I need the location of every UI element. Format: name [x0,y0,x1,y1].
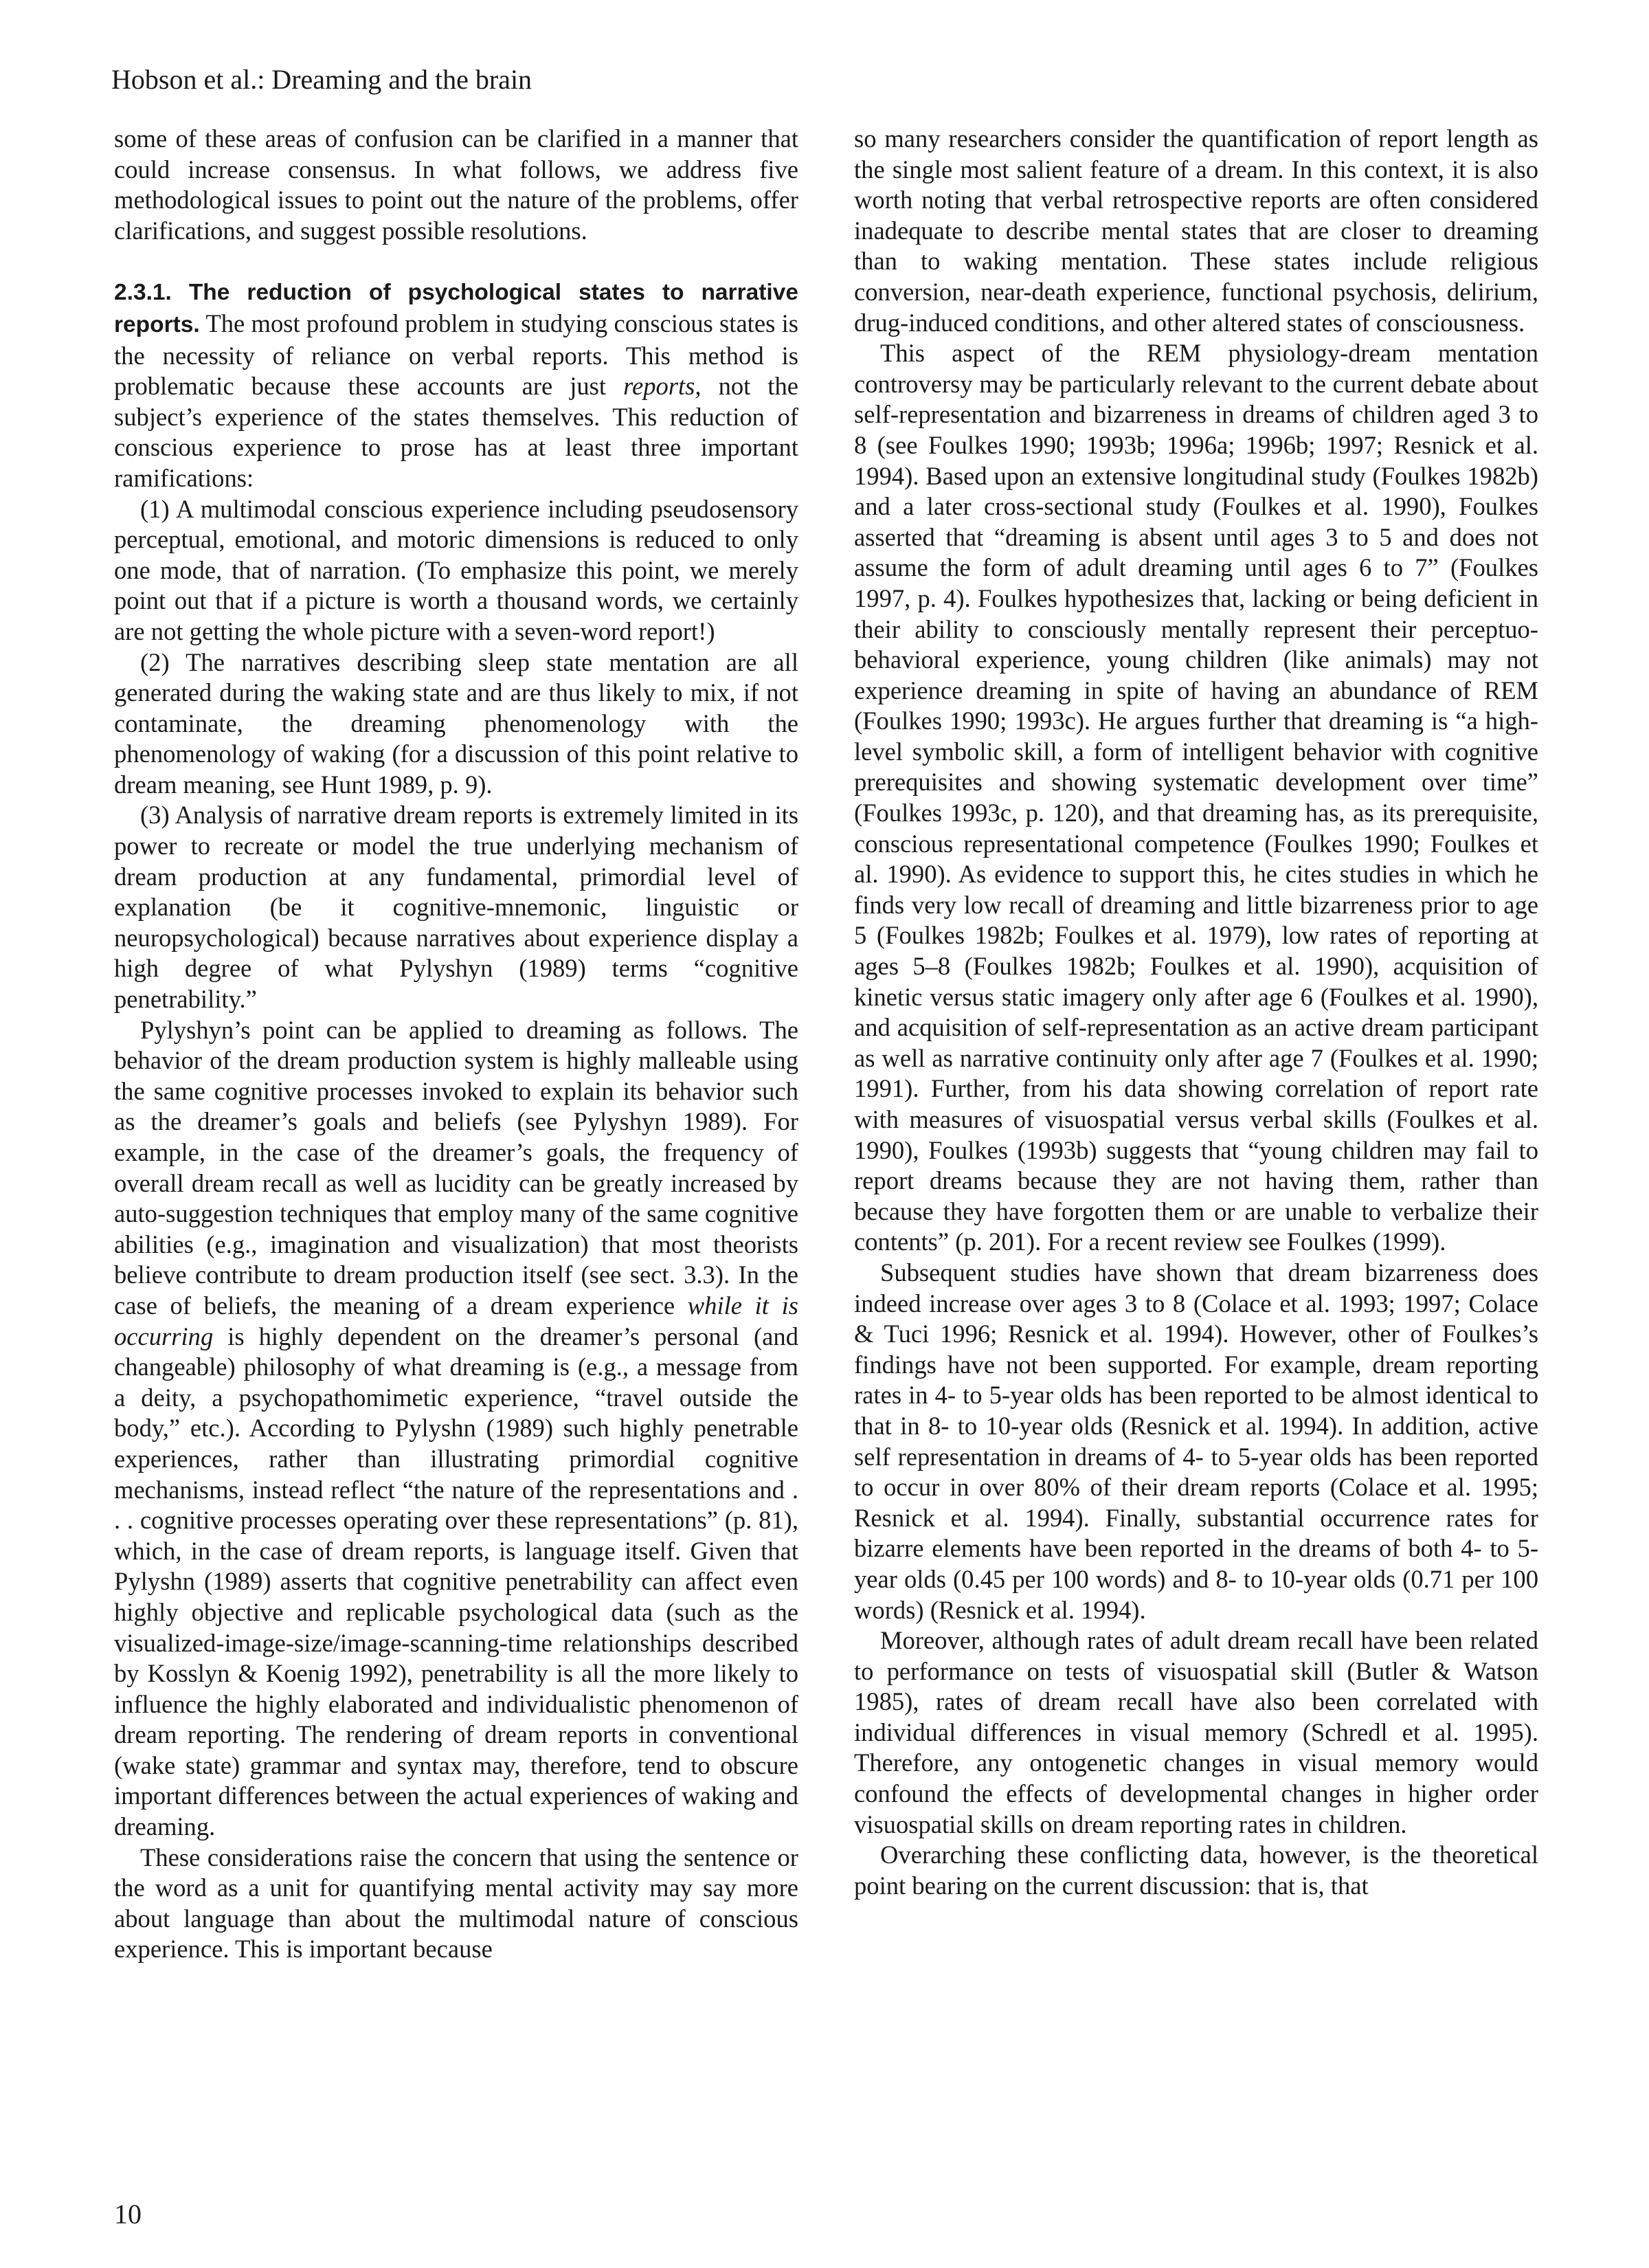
emphasis-text: while it is occurring [114,1291,798,1350]
paragraph-text: not the subject’s experience of the states themselves. This reduction of conscious experience to prose has at least three important ramifications: [114,372,798,492]
paragraph: Moreover, although rates of adult dream recall have been related to performance on tests of visuospatial skill (Butler & Watson 1985), rates of dream recall have also been correlated with individual differences in visual memory (Schredl et al. 1995). Therefore, any ontogenetic changes in visual memory would confound the effects of developmental changes in higher order visuospatial skills on dream reporting rates in children. [854,1626,1538,1838]
paragraph: some of these areas of confusion can be clarified in a manner that could increase consensus. In what follows, we address five methodological issues to point out the nature of the problems, offer clarifications, and suggest possible resolutions. [114,124,798,245]
running-head: Hobson et al.: Dreaming and the brain [111,64,532,95]
paragraph-text: The most profound problem in studying conscious states is the necessity of reliance on verbal reports. This method is problematic because these accounts are just [114,309,798,401]
section-heading: 2.3.1. The reduction of psychological states to narrative reports. [114,280,798,337]
right-column [854,124,1538,1901]
paragraph: (2) The narratives describing sleep state mentation are all generated during the waking state and are thus likely to mix, if not contaminate, the dreaming phenomenology with the phenomenology of waking (for a discussion of this point relative to dream meaning, see Hunt 1989, p. 9). [114,647,798,799]
paragraph: Overarching these conflicting data, however, is the theoretical point bearing on the current discussion: that is, that [854,1841,1538,1900]
paragraph [114,1015,798,1843]
page-number: 10 [114,2199,142,2230]
paragraph: Subsequent studies have shown that dream bizarreness does indeed increase over ages 3 to 8 (Colace et al. 1993; 1997; Colace & Tuci 1996; Resnick et al. 1994). However, other of Foulkes’s findings have not been supported. For example, dream reporting rates in 4- to 5-year olds has been reported to be almost identical to that in 8- to 10-year olds (Resnick et al. 1994). In addition, active self representation in dreams of 4- to 5-year olds has been reported to occur in over 80% of their dream reports (Colace et al. 1995; Resnick et al. 1994). Finally, substantial occurrence rates for bizarre elements have been reported in the dreams of both 4- to 5-year olds (0.45 per 100 words) and 8- to 10-year olds (0.71 per 100 words) (Resnick et al. 1994). [854,1258,1538,1624]
emphasis-text: reports, [623,372,702,401]
paragraph [114,276,798,493]
paragraph: (1) A multimodal conscious experience including pseudosensory perceptual, emotional, and motoric dimensions is reduced to only one mode, that of narration. (To emphasize this point, we merely point out that if a picture is worth a thousand words, we certainly are not getting the whole picture with a seven-word report!) [114,494,798,645]
paragraph-text: Pylyshyn’s point can be applied to dreaming as follows. The behavior of the dream production system is highly malleable using the same cognitive processes invoked to explain its behavior such as the dreamer’s goals and beliefs (see Pylyshyn 1989). For example, in the case of the dreamer’s goals, the frequency of overall dream recall as well as lucidity can be greatly increased by auto-suggestion techniques that employ many of the same cognitive abilities (e.g., imagination and visualization) that most theorists believe contribute to dream production itself (see sect. 3.3). In the case of beliefs, the meaning of a dream experience [114,1015,798,1320]
left-column [114,124,798,1965]
paragraph: so many researchers consider the quantification of report length as the single most salient feature of a dream. In this context, it is also worth noting that verbal retrospective reports are often considered inadequate to describe mental states that are closer to dreaming than to waking mentation. These states include religious conversion, near-death experience, functional psychosis, delirium, drug-induced conditions, and other altered states of consciousness. [854,124,1538,337]
paragraph-text: is highly dependent on the dreamer’s personal (and changeable) philosophy of what dreaming is (e.g., a message from a deity, a psychopathomimetic experience, “travel outside the body,” etc.). According to Pylyshn (1989) such highly penetrable experiences, rather than illustrating primordial cognitive mechanisms, instead reflect “the nature of the representations and . . . cognitive processes operating over these representations” (p. 81), which, in the case of dream reports, is language itself. Given that Pylyshn (1989) asserts that cognitive penetrability can affect even highly objective and replicable psychological data (such as the visualized-image-size/image-scanning-time relationships described by Kosslyn & Koenig 1992), penetrability is all the more likely to influence the highly elaborated and individualistic phenomenon of dream reporting. The rendering of dream reports in conventional (wake state) grammar and syntax may, therefore, tend to obscure important differences between the actual experiences of waking and dreaming. [114,1322,798,1841]
paragraph: These considerations raise the concern that using the sentence or the word as a unit for quantifying mental activity may say more about language than about the multimodal nature of conscious experience. This is important because [114,1843,798,1964]
paragraph: This aspect of the REM physiology-dream mentation controversy may be particularly relevant to the current debate about self-representation and bizarreness in dreams of children aged 3 to 8 (see Foulkes 1990; 1993b; 1996a; 1996b; 1997; Resnick et al. 1994). Based upon an extensive longitudinal study (Foulkes 1982b) and a later cross-sectional study (Foulkes et al. 1990), Foulkes asserted that “dreaming is absent until ages 3 to 5 and does not assume the form of adult dreaming until ages 6 to 7” (Foulkes 1997, p. 4). Foulkes hypothesizes that, lacking or being deficient in their ability to consciously mentally represent their perceptuo-behavioral experience, young children (like animals) may not experience dreaming in spite of having an abundance of REM (Foulkes 1990; 1993c). He argues further that dreaming is “a high-level symbolic skill, a form of intelligent behavior with cognitive prerequisites and showing systematic development over time” (Foulkes 1993c, p. 120), and that dreaming has, as its prerequisite, conscious representational competence (Foulkes 1990; Foulkes et al. 1990). As evidence to support this, he cites studies in which he finds very low recall of dreaming and little bizarreness prior to age 5 (Foulkes 1982b; Foulkes et al. 1979), low rates of reporting at ages 5–8 (Foulkes 1982b; Foulkes et al. 1990), acquisition of kinetic versus static imagery only after age 6 (Foulkes et al. 1990), and acquisition of self-representation as an active dream participant as well as narrative continuity only after age 7 (Foulkes et al. 1990; 1991). Further, from his data showing correlation of report rate with measures of visuospatial versus verbal skills (Foulkes et al. 1990), Foulkes (1993b) suggests that “young children may fail to report dreams because they are not having them, rather than because they have forgotten them or are unable to verbalize their contents” (p. 201). For a recent review see Foulkes (1999). [854,339,1538,1256]
paragraph: (3) Analysis of narrative dream reports is extremely limited in its power to recreate or model the true underlying mechanism of dream production at any fundamental, primordial level of explanation (be it cognitive-mnemonic, linguistic or neuropsychological) because narratives about experience display a high degree of what Pylyshyn (1989) terms “cognitive penetrability.” [114,801,798,1014]
